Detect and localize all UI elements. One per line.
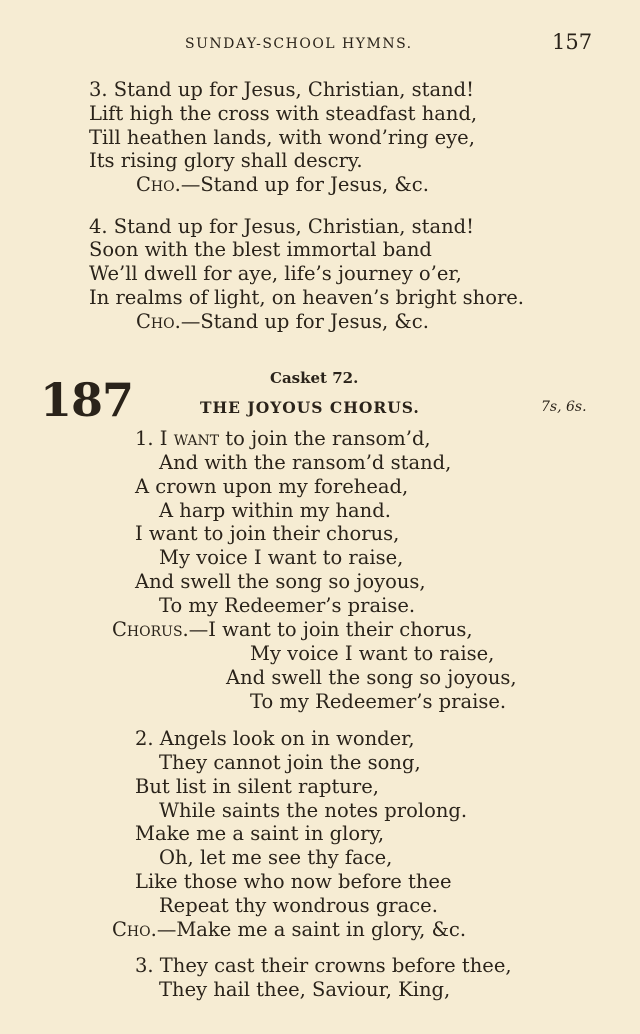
chorus-line: To my Redeemer’s praise. [250,690,507,713]
chorus-ref [136,310,429,334]
verse-start: 1. I [135,427,174,450]
chorus-ref [112,918,466,942]
verse-line: A crown upon my forehead, [135,475,409,498]
verse-start-smallcaps: want [173,427,220,450]
chorus-line: My voice I want to raise, [250,642,495,665]
verse-line: I want to join their chorus, [135,522,400,545]
verse-line [135,427,431,451]
verse-line: While saints the notes prolong. [159,799,468,822]
chorus-ref-text: —Stand up for Jesus, &c. [180,173,429,196]
verse-line: But list in silent rapture, [135,775,379,798]
verse-line: A harp within my hand. [159,499,391,522]
verse-line: Oh, let me see thy face, [159,846,393,869]
chorus-label: Chorus. [112,618,189,641]
verse-line: Lift high the cross with steadfast hand, [89,102,478,125]
verse-line: They cannot join the song, [159,751,421,774]
chorus-line [112,618,473,642]
hymn-number: 187 [40,373,134,427]
verse-line: 3. Stand up for Jesus, Christian, stand! [89,78,474,101]
verse-start-rest: to join the ransom’d, [219,427,431,450]
hymn-title: THE JOYOUS CHORUS. [200,398,420,417]
verse-line: In realms of light, on heaven’s bright shore. [89,286,525,309]
tune-source: Casket 72. [270,369,359,387]
chorus-ref-text: —Make me a saint in glory, &c. [156,918,467,941]
chorus-ref [136,173,429,197]
verse-line: Its rising glory shall descry. [89,149,363,172]
verse-line: Soon with the blest immortal band [89,238,432,261]
chorus-label: Cho. [136,173,181,196]
meter: 7s, 6s. [541,399,587,415]
verse-line: 4. Stand up for Jesus, Christian, stand! [89,215,474,238]
verse-line: We’ll dwell for aye, life’s journey o’er, [89,262,462,285]
verse-line: Till heathen lands, with wond’ring eye, [89,126,475,149]
verse-line: Like those who now before thee [135,870,452,893]
page-number: 157 [552,30,593,54]
chorus-line: And swell the song so joyous, [226,666,517,689]
chorus-label: Cho. [136,310,181,333]
verse-line: 2. Angels look on in wonder, [135,727,415,750]
verse-line: Make me a saint in glory, [135,822,385,845]
running-head: SUNDAY-SCHOOL HYMNS. [185,36,413,52]
verse-line: To my Redeemer’s praise. [159,594,416,617]
chorus-first-line: —I want to join their chorus, [188,618,473,641]
verse-line: 3. They cast their crowns before thee, [135,954,512,977]
verse-line: They hail thee, Saviour, King, [159,978,451,1001]
verse-line: And with the ransom’d stand, [159,451,452,474]
chorus-label: Cho. [112,918,157,941]
verse-line: My voice I want to raise, [159,546,404,569]
chorus-ref-text: —Stand up for Jesus, &c. [180,310,429,333]
verse-line: And swell the song so joyous, [135,570,426,593]
verse-line: Repeat thy wondrous grace. [159,894,438,917]
